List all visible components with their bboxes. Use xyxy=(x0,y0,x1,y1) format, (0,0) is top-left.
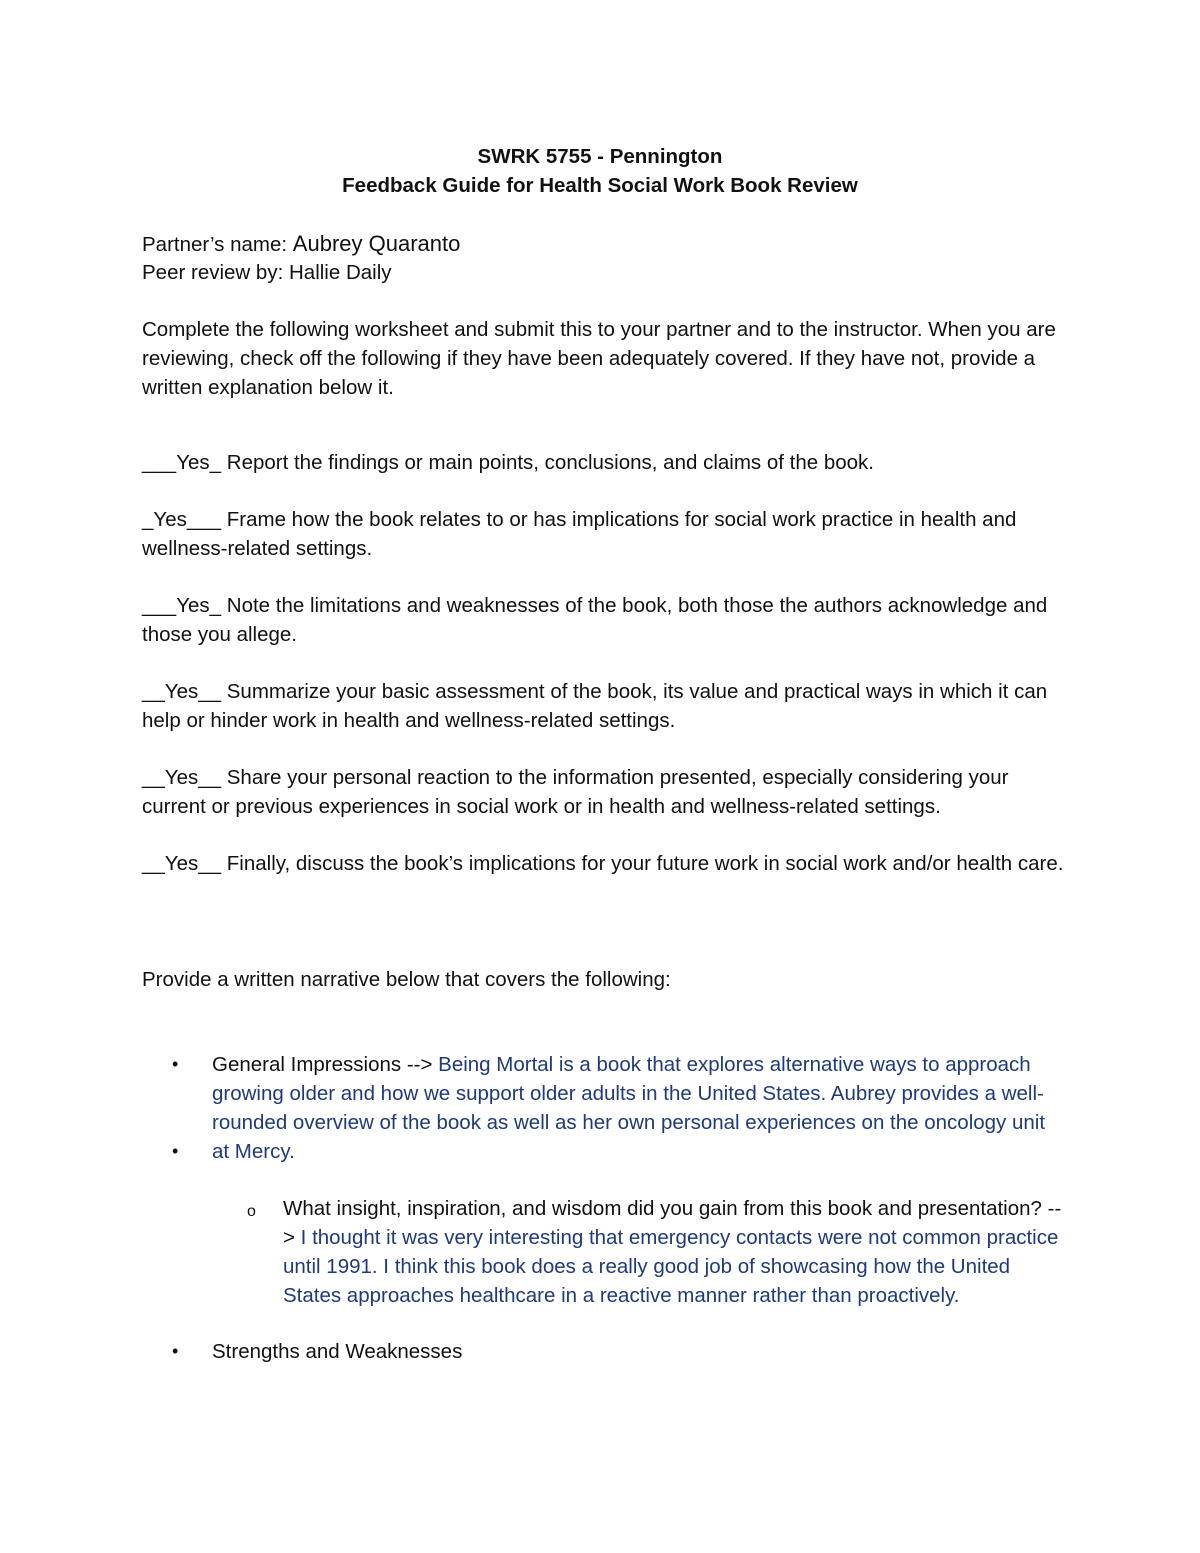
check-text: Share your personal reaction to the information presented, especially considering your current or previous experiences in social work or in health and wellness-related settings. xyxy=(142,766,1009,818)
check-text: Frame how the book relates to or has implications for social work practice in health and wellness-related settings. xyxy=(142,508,1017,560)
general-impressions-label: General Impressions --> xyxy=(212,1053,439,1076)
reviewer-value: Hallie Daily xyxy=(288,261,392,284)
check-text: Summarize your basic assessment of the book, its value and practical ways in which it can help or hinder work in health and wellness-related settings. xyxy=(142,680,1048,732)
check-mark: __Yes__ xyxy=(142,852,222,875)
check-mark: __Yes__ xyxy=(142,680,222,703)
general-impressions-answer: Being Mortal is a book that explores alternative ways to approach growing older and how we support older adults in the United States. Aubrey provides a well-rounded overview of the book as well as her own personal experiences on the oncology unit at Mercy. xyxy=(212,1053,1046,1163)
checklist-item xyxy=(142,763,1072,821)
general-impressions-item xyxy=(212,1050,1062,1166)
bullet-icon: • xyxy=(172,1341,179,1361)
course-heading: SWRK 5755 - Pennington xyxy=(477,145,723,168)
instructions-paragraph: Complete the following worksheet and submit this to your partner and to the instructor. When you are reviewing, check off the following if they have been adequately covered. If they have not, provide a written explanation below it. xyxy=(142,318,1056,399)
sub-bullet-icon: o xyxy=(247,1203,256,1220)
check-mark: __Yes__ xyxy=(142,766,222,789)
checklist-item xyxy=(142,677,1072,735)
checklist-item xyxy=(142,591,1072,649)
reviewer-label: Peer review by: xyxy=(142,261,289,284)
partner-name-line xyxy=(142,229,460,259)
check-text: Finally, discuss the book’s implications for your future work in social work and/or health care. xyxy=(221,852,1064,875)
check-mark: _Yes___ xyxy=(142,508,222,531)
narrative-intro: Provide a written narrative below that covers the following: xyxy=(142,968,671,991)
reviewer-line xyxy=(142,258,392,287)
partner-name-value: Aubrey Quaranto xyxy=(292,231,461,256)
check-mark: ___Yes_ xyxy=(142,594,222,617)
checklist-item xyxy=(142,849,1072,878)
check-text: Note the limitations and weaknesses of the book, both those the authors acknowledge and those you allege. xyxy=(142,594,1048,646)
checklist-item xyxy=(142,505,1072,563)
insight-item xyxy=(283,1194,1063,1310)
insight-label: What insight, inspiration, and wisdom did you gain from this book and presentation? --> xyxy=(283,1197,1062,1249)
insight-answer: I thought it was very interesting that emergency contacts were not common practice until 1991. I think this book does a really good job of showcasing how the United States approaches healthcare in a reactive manner rather than proactively. xyxy=(283,1226,1059,1307)
bullet-icon: • xyxy=(172,1054,179,1074)
check-text: Report the findings or main points, conclusions, and claims of the book. xyxy=(221,451,874,474)
partner-name-label: Partner’s name: xyxy=(142,233,293,256)
bullet-icon: • xyxy=(172,1141,179,1161)
check-mark: ___Yes_ xyxy=(142,451,222,474)
checklist-item xyxy=(142,448,1072,477)
document-title: Feedback Guide for Health Social Work Book Review xyxy=(342,174,858,197)
strengths-weaknesses-item: Strengths and Weaknesses xyxy=(212,1340,463,1363)
